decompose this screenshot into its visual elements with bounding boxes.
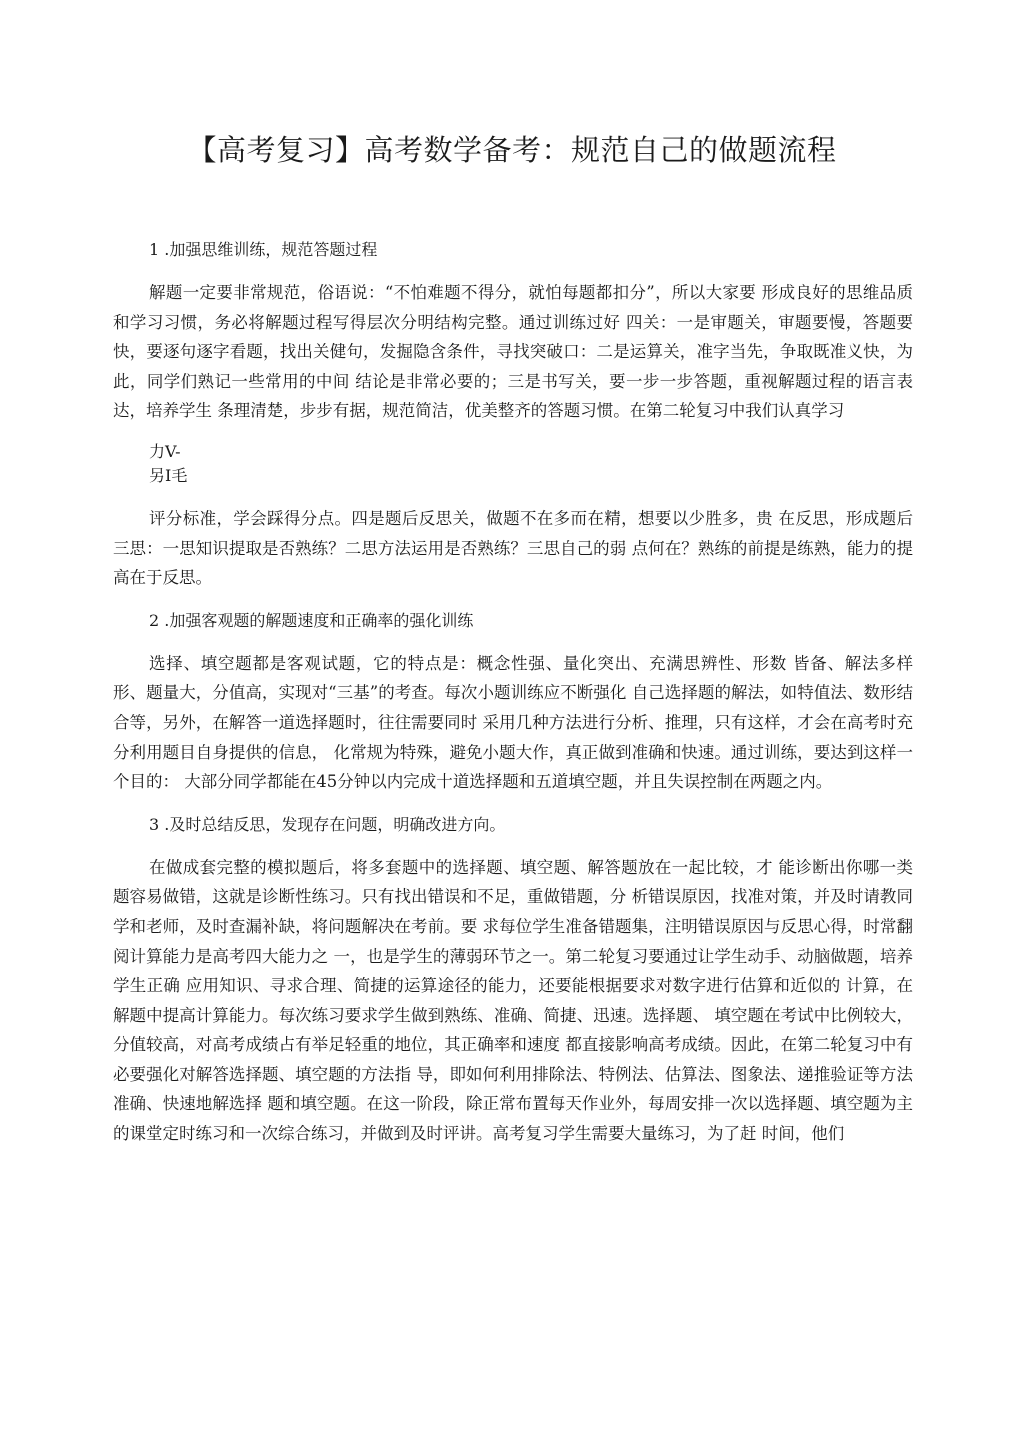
document-body (113, 236, 913, 1163)
section-2-heading: 2 .加强客观题的解题速度和正确率的强化训练 (149, 610, 474, 630)
section-1-continuation: 评分标准，学会踩得分点。四是题后反思关，做题不在多而在精，想要以少胜多，贵 在反思，形成题后三思：一思知识提取是否熟练？二思方法运用是否熟练？三思自己的弱 点何在？熟练的前提是练熟，能力的提高在于反思。 (113, 508, 913, 588)
section-3-heading: 3 .及时总结反思，发现存在问题，明确改进方向。 (149, 814, 506, 834)
page-title: 【高考复习】高考数学备考：规范自己的做题流程 (187, 133, 837, 167)
section-3-paragraph: 在做成套完整的模拟题后，将多套题中的选择题、填空题、解答题放在一起比较，才 能诊断出你哪一类题容易做错，这就是诊断性练习。只有找出错误和不足，重做错题，分 析错误原因，找准对策，并及时请教同学和老师，及时查漏补缺，将问题解决在考前。要 求每位学生准备错题集，注明错误原因与反思心得，时常翻阅计算能力是高考四大能力之 一，也是学生的薄弱环节之一。第二轮复习要通过让学生动手、动脑做题，培养学生正确 应用知识、寻求合理、简捷的运算途径的能力，还要能根据要求对数字进行估算和近似的 计算，在解题中提高计算能力。每次练习要求学生做到熟练、准确、简捷、迅速。选择题、 填空题在考试中比例较大，分值较高，对高考成绩占有举足轻重的地位，其正确率和速度 都直接影响高考成绩。因此，在第二轮复习中有必要强化对解答选择题、填空题的方法指 导，即如何利用排除法、特例法、估算法、图象法、递推验证等方法准确、快速地解选择 题和填空题。在这一阶段，除正常布置每天作业外，每周安排一次以选择题、填空题为主 的课堂定时练习和一次综合练习，并做到及时评讲。高考复习学生需要大量练习，为了赶 时间，他们 (113, 857, 913, 1144)
section-1-heading: 1 .加强思维训练，规范答题过程 (149, 240, 378, 259)
section-2-paragraph: 选择、填空题都是客观试题，它的特点是：概念性强、量化突出、充满思辨性、形数 皆备、解法多样形、题量大，分值高，实现对“三基”的考查。每次小题训练应不断强化 自己选择题的解法，如特值法、数形结合等，另外，在解答一道选择题时，往往需要同时 采用几种方法进行分析、推理，只有这样，才会在高考时充分利用题目自身提供的信息， 化常规为特殊，避免小题大作，真正做到准确和快速。通过训练，要达到这样一个目的： 大部分同学都能在45分钟以内完成十道选择题和五道填空题，并且失误控制在两题之内。 (113, 653, 913, 792)
garbled-line-2: 另I毛 (149, 465, 188, 485)
garbled-line-1: 力V- (149, 441, 181, 461)
garbled-text-block (113, 440, 913, 488)
section-1-paragraph: 解题一定要非常规范，俗语说：“不怕难题不得分，就怕每题都扣分”，所以大家要 形成良好的思维品质和学习习惯，务必将解题过程写得层次分明结构完整。通过训练过好 四关：一是审题关，审题要慢，答题要快，要逐句逐字看题，找出关健句，发掘隐含条件，寻找突破口：二是运算关，准字当先，争取既准义快，为此，同学们熟记一些常用的中间 结论是非常必要的；三是书写关，要一步一步答题，重视解题过程的语言表达，培养学生 条理清楚，步步有据，规范简洁，优美整齐的答题习惯。在第二轮复习中我们认真学习 (113, 283, 913, 421)
